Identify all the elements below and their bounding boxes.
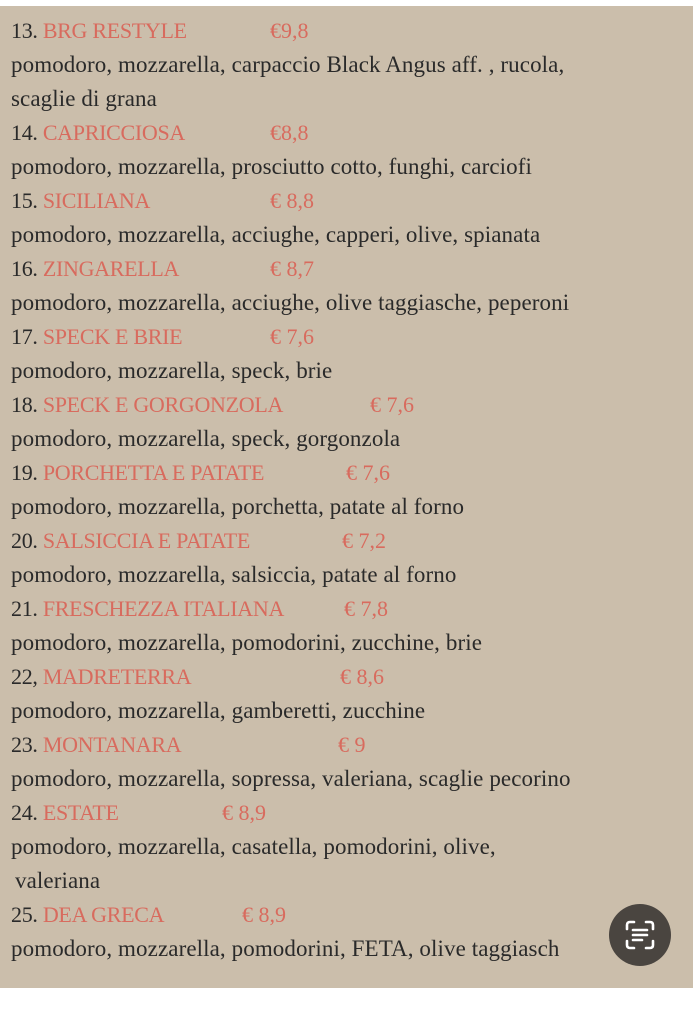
menu-item-title	[11, 460, 264, 486]
menu-item-title	[11, 120, 185, 146]
item-price: € 7,6	[346, 460, 390, 485]
item-number: 25.	[11, 902, 38, 927]
item-number: 24.	[11, 800, 38, 825]
menu-item-title	[11, 324, 182, 350]
item-price: € 7,2	[342, 528, 386, 553]
item-name: SPECK E BRIE	[42, 324, 183, 349]
menu-card	[0, 6, 693, 988]
item-name: BRG RESTYLE	[42, 18, 187, 43]
item-name: PORCHETTA E PATATE	[42, 460, 265, 485]
item-number: 18.	[11, 392, 38, 417]
item-number: 23.	[11, 732, 38, 757]
item-number: 13.	[11, 18, 38, 43]
text-scan-button[interactable]	[609, 904, 671, 966]
item-number: 21.	[11, 596, 38, 621]
item-description: pomodoro, mozzarella, carpaccio Black Angus aff. , rucola,	[11, 52, 565, 77]
item-price: € 7,6	[370, 392, 414, 417]
item-price: €8,8	[270, 120, 309, 145]
item-description: pomodoro, mozzarella, pomodorini, FETA, olive taggiasch	[11, 936, 560, 961]
item-description: pomodoro, mozzarella, prosciutto cotto, funghi, carciofi	[11, 154, 533, 179]
item-description: valeriana	[15, 868, 101, 893]
item-name: ZINGARELLA	[42, 256, 180, 281]
item-description: scaglie di grana	[11, 86, 157, 111]
item-description: pomodoro, mozzarella, speck, brie	[11, 358, 333, 383]
item-description: pomodoro, mozzarella, casatella, pomodorini, olive,	[11, 834, 496, 859]
menu-item-title	[11, 528, 250, 554]
menu-item-title	[11, 732, 181, 758]
item-price: € 8,9	[242, 902, 286, 927]
item-description: pomodoro, mozzarella, speck, gorgonzola	[11, 426, 401, 451]
item-name: ESTATE	[42, 800, 119, 825]
item-description: pomodoro, mozzarella, acciughe, capperi, olive, spianata	[11, 222, 541, 247]
item-description: pomodoro, mozzarella, acciughe, olive taggiasche, peperoni	[11, 290, 570, 315]
item-name: MADRETERRA	[42, 664, 192, 689]
item-number: 15.	[11, 188, 38, 213]
menu-item-title	[11, 902, 164, 928]
menu-item-title	[11, 596, 284, 622]
item-number: 17.	[11, 324, 38, 349]
item-description: pomodoro, mozzarella, sopressa, valeriana, scaglie pecorino	[11, 766, 571, 791]
item-price: € 8,7	[270, 256, 314, 281]
item-number: 22,	[11, 664, 38, 689]
item-price: € 8,8	[270, 188, 314, 213]
menu-item-title	[11, 188, 150, 214]
item-price: € 8,6	[340, 664, 384, 689]
item-name: MONTANARA	[42, 732, 182, 757]
item-name: SALSICCIA E PATATE	[42, 528, 250, 553]
item-name: FRESCHEZZA ITALIANA	[42, 596, 285, 621]
menu-item-title	[11, 392, 283, 418]
item-number: 14.	[11, 120, 38, 145]
item-price: €9,8	[270, 18, 309, 43]
item-price: € 7,8	[344, 596, 388, 621]
menu-item-title	[11, 800, 119, 826]
item-description: pomodoro, mozzarella, pomodorini, zucchine, brie	[11, 630, 483, 655]
item-name: SPECK E GORGONZOLA	[42, 392, 284, 417]
menu-item-title	[11, 18, 187, 44]
item-number: 16.	[11, 256, 38, 281]
item-price: € 8,9	[222, 800, 266, 825]
text-scan-icon	[623, 918, 657, 952]
menu-item-title	[11, 664, 191, 690]
item-number: 19.	[11, 460, 38, 485]
item-number: 20.	[11, 528, 38, 553]
item-description: pomodoro, mozzarella, porchetta, patate al forno	[11, 494, 465, 519]
item-description: pomodoro, mozzarella, gamberetti, zucchine	[11, 698, 426, 723]
item-name: SICILIANA	[42, 188, 151, 213]
item-description: pomodoro, mozzarella, salsiccia, patate al forno	[11, 562, 457, 587]
item-price: € 9	[338, 732, 366, 757]
item-price: € 7,6	[270, 324, 314, 349]
item-name: CAPRICCIOSA	[42, 120, 185, 145]
menu-item-title	[11, 256, 179, 282]
item-name: DEA GRECA	[42, 902, 165, 927]
